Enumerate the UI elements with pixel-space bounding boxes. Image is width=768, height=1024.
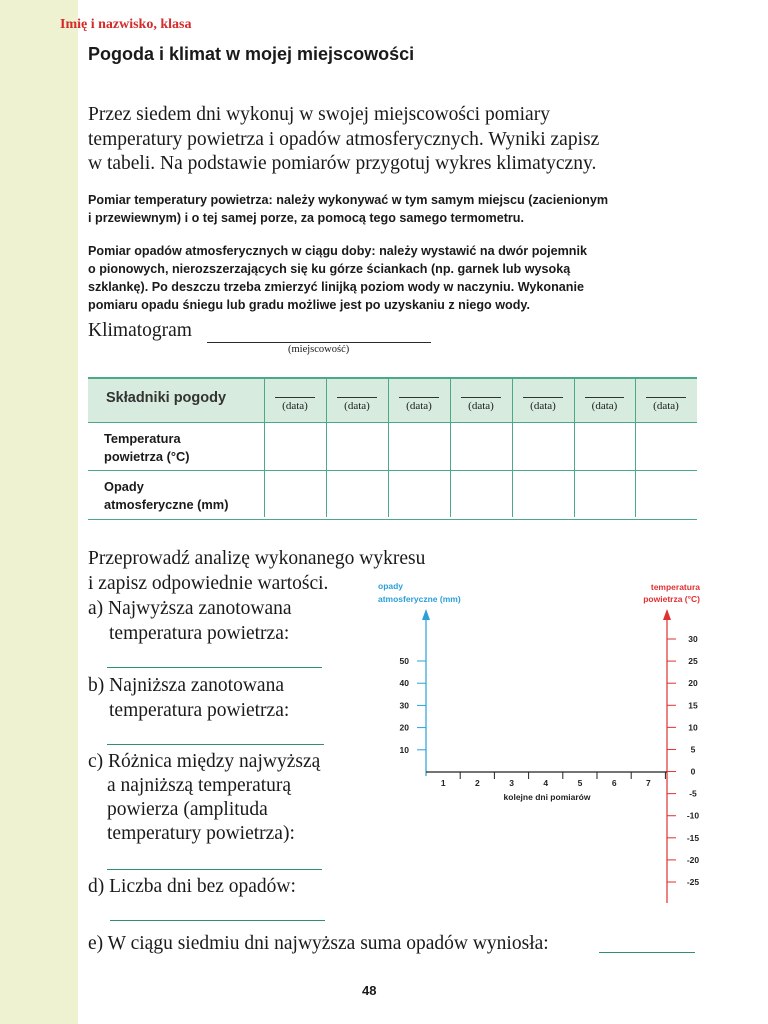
note-line: i przewiewnym) i o tej samej porze, za pomocą tego samego termometru.	[88, 211, 524, 225]
name-class-label: Imię i nazwisko, klasa	[60, 17, 192, 32]
x-tick-label: 4	[543, 778, 549, 788]
right-axis-title: powietrza (°C)	[643, 594, 700, 604]
note-line: Pomiar opadów atmosferycznych w ciągu doby: należy wystawić na dwór pojemnik	[88, 244, 587, 258]
intro-paragraph	[88, 103, 688, 177]
date-cell[interactable]	[264, 379, 326, 422]
weather-table	[88, 377, 697, 520]
answer-e-line[interactable]	[599, 952, 695, 953]
precipitation-measurement-note	[88, 242, 700, 314]
question-e: e) W ciągu siedmiu dni najwyższa suma opadów wyniosła:	[88, 933, 549, 954]
date-cell[interactable]	[635, 379, 697, 422]
right-tick-label: -25	[686, 877, 700, 887]
x-tick-label: 5	[577, 778, 583, 788]
right-axis-title: temperatura	[650, 582, 700, 592]
temperature-measurement-note	[88, 191, 700, 227]
climatogram-location-blank[interactable]	[207, 342, 431, 343]
note-line: o pionowych, nierozszerzających się ku górze ściankach (np. garnek lub wysoką	[88, 262, 571, 276]
left-tick-label: 40	[399, 678, 409, 689]
climatogram-label: Klimatogram	[88, 320, 192, 341]
date-caption: (data)	[282, 400, 308, 412]
date-caption: (data)	[591, 400, 618, 412]
date-cell[interactable]	[574, 379, 635, 422]
table-divider	[512, 379, 513, 517]
date-caption: (data)	[530, 400, 556, 412]
right-axis-arrow	[663, 609, 671, 620]
date-caption: (data)	[468, 400, 494, 412]
left-axis-arrow	[422, 609, 430, 620]
right-tick-label: 10	[688, 722, 698, 733]
x-tick-label: 3	[509, 778, 514, 788]
page-number: 48	[362, 983, 377, 998]
note-line: pomiaru opadu śniegu lub gradu możliwe jest po uzyskaniu z niego wody.	[88, 298, 530, 312]
question-c: powierza (amplituda	[107, 799, 268, 820]
table-divider	[88, 470, 697, 471]
right-tick-label: -20	[686, 854, 700, 865]
date-cell[interactable]	[512, 379, 574, 422]
left-axis-title: atmosferyczne (mm)	[378, 594, 461, 604]
note-line: szklankę). Po deszczu trzeba zmierzyć linijką poziom wody w naczyniu. Wykonanie	[88, 280, 584, 294]
answer-d-line[interactable]	[110, 920, 325, 921]
date-caption: (data)	[344, 400, 370, 412]
date-cell[interactable]	[326, 379, 388, 422]
right-tick-label: -15	[686, 832, 700, 843]
x-tick-label: 6	[611, 778, 617, 788]
page-margin-strip	[0, 0, 78, 1024]
x-tick-label: 1	[440, 778, 446, 788]
date-caption: (data)	[406, 400, 432, 412]
right-tick-label: 5	[690, 744, 696, 755]
intro-line: w tabeli. Na podstawie pomiarów przygotuj wykres klimatyczny.	[88, 153, 597, 174]
right-tick-label: 30	[688, 634, 698, 644]
question-c: a najniższą temperaturą	[107, 775, 292, 796]
left-tick-label: 10	[399, 744, 409, 755]
analysis-intro: Przeprowadź analizę wykonanego wykresu	[88, 548, 426, 569]
answer-c-line[interactable]	[107, 869, 322, 870]
answer-a-line[interactable]	[107, 667, 322, 668]
right-tick-label: 0	[690, 766, 696, 777]
question-a: temperatura powietrza:	[109, 623, 290, 644]
question-c: temperatury powietrza):	[107, 823, 295, 844]
right-tick-label: 25	[688, 656, 698, 667]
note-line: Pomiar temperatury powietrza: należy wykonywać w tym samym miejscu (zacienionym	[88, 193, 609, 207]
question-b: b) Najniższa zanotowana	[88, 675, 284, 696]
table-divider	[264, 379, 265, 517]
left-axis-title: opady	[378, 581, 404, 591]
climatogram-location-caption: (miejscowość)	[288, 344, 350, 355]
intro-line: Przez siedem dni wykonuj w swojej miejscowości pomiary	[88, 104, 550, 125]
x-axis-title: kolejne dni pomiarów	[503, 792, 591, 802]
x-tick-label: 7	[646, 778, 651, 788]
left-tick-label: 50	[399, 656, 409, 666]
precipitation-row-label: Opady atmosferyczne (mm)	[104, 479, 229, 512]
right-tick-label: 20	[688, 678, 698, 689]
question-a: a) Najwyższa zanotowana	[88, 598, 292, 619]
answer-b-line[interactable]	[107, 744, 324, 745]
right-tick-label: 15	[688, 700, 698, 711]
left-tick-label: 20	[399, 722, 409, 733]
table-divider	[574, 379, 575, 517]
date-caption: (data)	[653, 400, 679, 412]
temperature-row-label: Temperatura powietrza (°C)	[104, 431, 190, 464]
x-tick-label: 2	[475, 778, 480, 788]
date-cell[interactable]	[388, 379, 450, 422]
question-b: temperatura powietrza:	[109, 700, 290, 721]
table-divider	[326, 379, 327, 517]
page-title: Pogoda i klimat w mojej miejscowości	[88, 44, 415, 64]
left-tick-label: 30	[399, 700, 409, 711]
table-divider	[450, 379, 451, 517]
right-tick-label: -10	[686, 810, 700, 821]
weather-components-header: Składniki pogody	[106, 390, 227, 406]
table-divider	[388, 379, 389, 517]
question-d: d) Liczba dni bez opadów:	[88, 876, 296, 897]
date-cell[interactable]	[450, 379, 512, 422]
intro-line: temperatury powietrza i opadów atmosferycznych. Wyniki zapisz	[88, 128, 600, 150]
question-c: c) Różnica między najwyższą	[88, 751, 321, 772]
table-divider	[635, 379, 636, 517]
analysis-intro: i zapisz odpowiednie wartości.	[88, 573, 329, 594]
right-tick-label: -5	[689, 788, 697, 799]
